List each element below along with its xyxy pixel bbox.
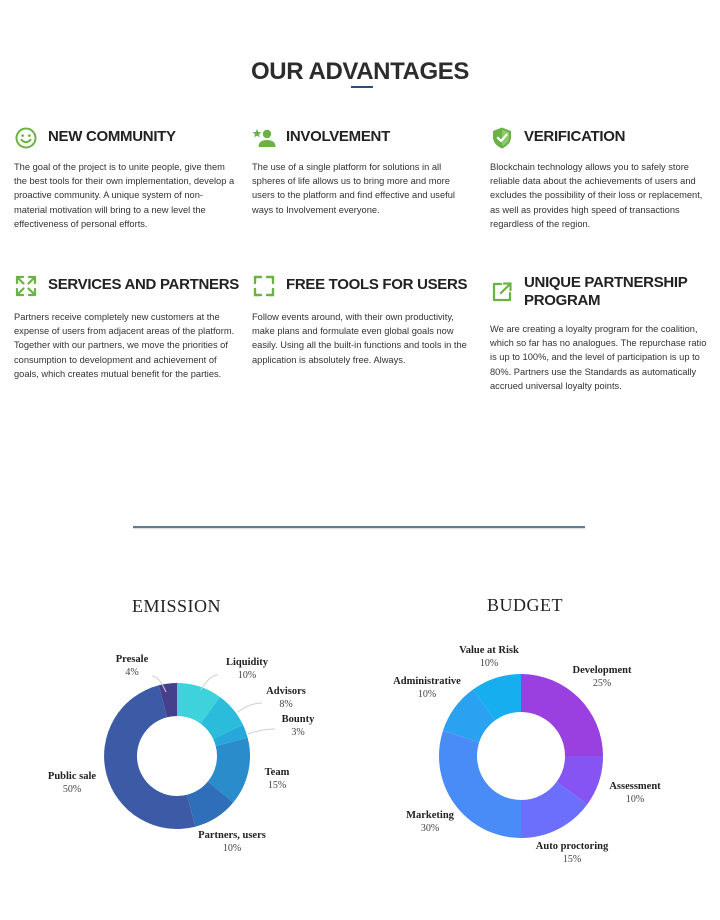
budget-chart-title: BUDGET [487, 595, 563, 615]
slice-percent: 10% [417, 689, 437, 700]
slice-percent: 10% [222, 843, 242, 854]
budget-label-auto-proctoring [524, 840, 620, 866]
feature-text: The goal of the project is to unite people, give them the best tools for their own implementation, develop a proactive community. A unique system of non-material motivation will bring to a new level the effectiveness of personal efforts. [14, 162, 235, 229]
slice-percent: 10% [479, 658, 499, 669]
slice-percent: 8% [279, 699, 293, 710]
slice-percent: 15% [562, 854, 582, 865]
slice-name: Advisors [266, 686, 306, 697]
slice-percent: 10% [237, 670, 257, 681]
slice-percent: 3% [291, 727, 305, 738]
slice-name: Development [572, 665, 632, 676]
feature-title: UNIQUE PARTNERSHIP PROGRAM [524, 274, 688, 309]
emission-label-partners-users [190, 829, 274, 855]
feature-text: The use of a single platform for solutions in all spheres of life allows us to bring more and more users to the platform and find effective and useful ways to Involvement everyone. [252, 162, 455, 215]
emission-label-public-sale [40, 770, 104, 796]
slice-percent: 10% [625, 794, 645, 805]
slice-name: Liquidity [225, 657, 269, 668]
feature-text: Partners receive completely new customers at the expense of users from adjacent areas of the platform. Together with our partners, we move the priorities of consumption to development and achievement of goals, which creates mutual benefit for the parties. [14, 312, 235, 379]
slice-name: Bounty [281, 714, 315, 725]
slice-percent: 50% [62, 784, 82, 795]
slice-name: Administrative [393, 676, 461, 687]
slice-name: Assessment [609, 781, 661, 792]
feature-text: We are creating a loyalty program for the coalition, which so far has no analogues. The repurchase ratio is up to 100%, and the level of participation is up to 80%. Partners use the Standards as automatically accrued universal loyalty points. [490, 324, 707, 391]
feature-title: NEW COMMUNITY [48, 128, 176, 145]
budget-label-marketing [398, 809, 462, 835]
feature-title: SERVICES AND PARTNERS [48, 276, 239, 293]
budget-label-administrative [384, 675, 470, 701]
emission-chart-title: EMISSION [132, 596, 222, 616]
feature-title: VERIFICATION [524, 128, 626, 145]
slice-name: Team [264, 767, 290, 778]
budget-label-value-at-risk [451, 644, 527, 670]
slice-percent: 30% [420, 823, 440, 834]
feature-title: FREE TOOLS FOR USERS [286, 276, 468, 293]
slice-name: Presale [115, 654, 149, 665]
slice-name: Partners, users [198, 830, 266, 841]
slice-name: Auto proctoring [535, 841, 609, 852]
budget-label-assessment [600, 780, 670, 806]
slice-name: Marketing [406, 810, 454, 821]
emission-label-liquidity [216, 656, 278, 682]
budget-label-development [562, 664, 642, 690]
emission-label-advisors [258, 685, 314, 711]
slice-percent: 25% [592, 678, 612, 689]
slice-percent: 15% [267, 780, 287, 791]
slice-name: Public sale [47, 771, 97, 782]
page-title: OUR ADVANTAGES [251, 58, 469, 86]
slice-percent: 4% [125, 667, 139, 678]
emission-leader-bounty [248, 729, 275, 734]
emission-label-bounty [272, 713, 324, 739]
slice-name: Value at Risk [459, 645, 519, 656]
feature-text: Follow events around, with their own productivity, make plans and formulate even global goals now easily. Using all the built-in functions and tools in the application is absolutely free. Always. [252, 312, 467, 365]
feature-title: INVOLVEMENT [286, 128, 390, 145]
emission-label-presale [106, 653, 158, 679]
emission-label-team [254, 766, 300, 792]
feature-text: Blockchain technology allows you to safely store reliable data about the achievements of users and excludes the possibility of their loss or replacement, as well as provides high speed of transactions regardless of the region. [490, 162, 703, 229]
